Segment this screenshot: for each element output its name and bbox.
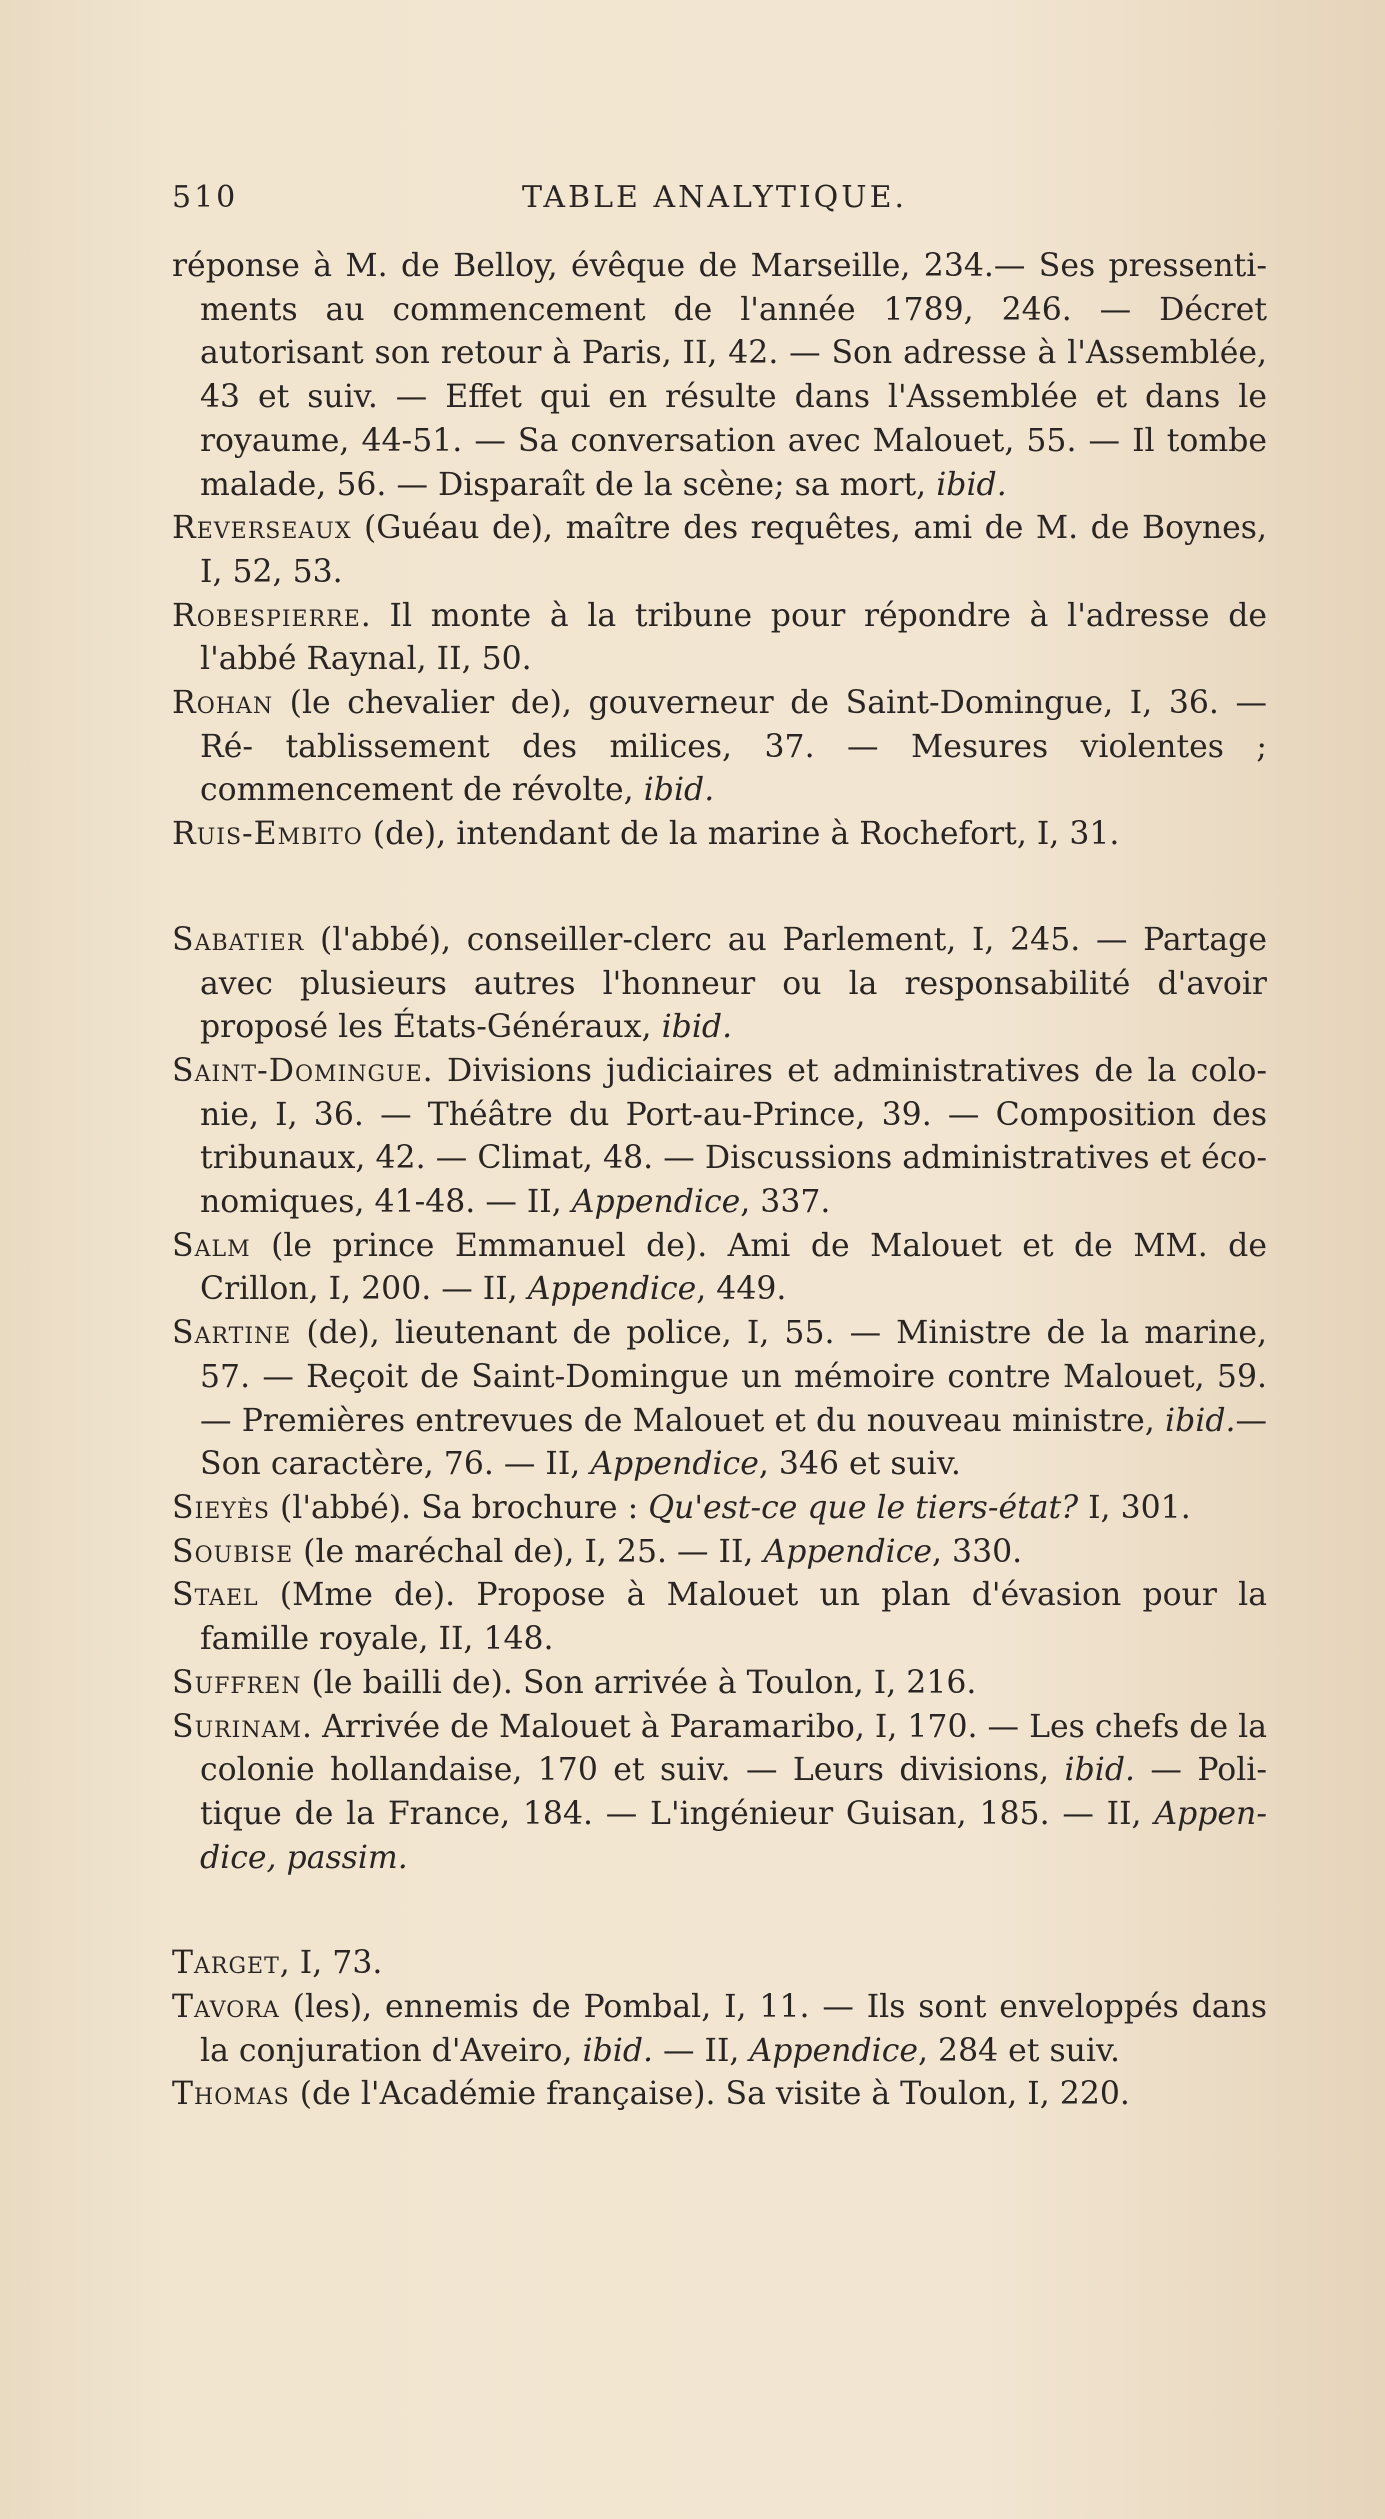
index-entries	[172, 245, 1267, 2117]
index-entry	[172, 1312, 1267, 1487]
entry-headword: Salm	[172, 1227, 251, 1264]
entry-text: (les), ennemis de Pombal, I, 11. — Ils sont enveloppés dans la conjuration d'Aveiro,	[200, 1989, 1267, 2069]
index-entry	[172, 1531, 1267, 1575]
entry-headword: Target	[172, 1945, 280, 1982]
entry-italic-text: ibid.	[643, 772, 715, 809]
index-entry	[172, 595, 1267, 682]
entry-text: (Mme de). Propose à Malouet un plan d'évasion pour la famille royale, II, 148.	[200, 1577, 1267, 1658]
entry-text: — Poli- tique de la France, 184. — L'ingénieur Guisan, 185. — II,	[200, 1752, 1268, 1832]
index-entry	[172, 813, 1267, 857]
index-entry	[172, 1706, 1267, 1881]
entry-headword: Suffren	[172, 1664, 302, 1701]
entry-headword: Rohan	[172, 685, 274, 722]
entry-headword: Robespierre	[172, 597, 361, 634]
entry-italic-text: ibid.	[582, 2032, 654, 2069]
index-entry	[172, 1942, 1267, 1986]
index-entry	[172, 1050, 1267, 1225]
entry-headword: Sabatier	[172, 921, 305, 958]
entry-italic-text: Appendice	[590, 1446, 759, 1483]
entry-headword: Sartine	[172, 1315, 292, 1352]
entry-headword: Saint-Domingue	[172, 1052, 423, 1089]
entry-text: , 449.	[696, 1271, 787, 1308]
entry-italic-text: ibid.	[936, 466, 1007, 503]
entry-italic-text: Appendice	[527, 1271, 697, 1308]
entry-text: (l'abbé), conseiller-clerc au Parlement, I, 245. — Partage avec plusieurs autres l'honneur ou la responsabilité d'avoir proposé les États-Généraux,	[200, 921, 1267, 1046]
entry-italic-text: Qu'est-ce que le tiers-état?	[648, 1489, 1079, 1526]
entry-headword: Stael	[172, 1577, 259, 1614]
entry-italic-text: ibid.	[661, 1009, 733, 1046]
index-entry	[172, 1487, 1267, 1531]
entry-text: (de l'Académie française). Sa visite à Toulon, I, 220.	[289, 2076, 1130, 2113]
page-header	[172, 180, 1262, 230]
entry-italic-text: Appendice	[749, 2032, 918, 2069]
entry-headword: Soubise	[172, 1533, 294, 1570]
entry-text: réponse à M. de Belloy, évêque de Marseille, 234.— Ses pressenti- ments au commencement de l'année 1789, 246. — Décret autorisant son retour à Paris, II, 42. — Son adresse à l'Assemblée, 43 et suiv. — Effet qui en résulte dans l'Assemblée et dans le royaume, 44-51. — Sa conversation avec Malouet, 55. — Il tombe malade, 56. — Disparaît de la scène; sa mort,	[172, 248, 1267, 503]
entry-text: , 346 et suiv.	[758, 1446, 961, 1483]
index-entry	[172, 1662, 1267, 1706]
entry-headword: Thomas	[172, 2076, 290, 2113]
entry-italic-text: ibid.	[1165, 1402, 1236, 1439]
entry-italic-text: Appendice	[763, 1533, 932, 1570]
entry-text: (le chevalier de), gouverneur de Saint-Domingue, I, 36. — Ré- tablissement des milices, 37. — Mesures violentes ; commencement de révolte,	[200, 685, 1267, 809]
entry-headword: Tavora	[172, 1989, 280, 2026]
entry-text: . Divisions judiciaires et administratives de la colo- nie, I, 36. — Théâtre du Port-au-Prince, 39. — Composition des tribunaux, 42. — Climat, 48. — Discussions administratives et éco- nomiques, 41-48. — II,	[200, 1052, 1267, 1221]
entry-text: , 330.	[932, 1533, 1023, 1570]
entry-text: , 284 et suiv.	[918, 2032, 1121, 2069]
entry-text: , 337.	[740, 1184, 831, 1221]
entry-text: (le prince Emmanuel de). Ami de Malouet et de MM. de Crillon, I, 200. — II,	[200, 1227, 1267, 1308]
index-entry	[172, 682, 1267, 813]
entry-text: I, 301.	[1078, 1489, 1191, 1526]
entry-text: (de), intendant de la marine à Rochefort, I, 31.	[362, 816, 1120, 853]
entry-text: . Arrivée de Malouet à Paramaribo, I, 170. — Les chefs de la colonie hollandaise, 170 et suiv. — Leurs divisions,	[200, 1708, 1267, 1789]
entry-text: . Il monte à la tribune pour répondre à l'adresse de l'abbé Raynal, II, 50.	[200, 597, 1267, 678]
entry-text: (le bailli de). Son arrivée à Toulon, I, 216.	[301, 1664, 977, 1701]
entry-text: , I, 73.	[279, 1945, 383, 1982]
entry-headword: Sieyès	[172, 1489, 270, 1526]
entry-italic-text: Appendice	[571, 1184, 741, 1221]
entry-text: — Son caractère, 76. — II,	[200, 1402, 1267, 1483]
index-entry	[172, 1225, 1267, 1312]
entry-text: (l'abbé). Sa brochure :	[269, 1489, 649, 1526]
entry-text: (Guéau de), maître des requêtes, ami de M. de Boynes, I, 52, 53.	[200, 510, 1267, 590]
index-entry	[172, 2073, 1267, 2117]
entry-text: (de), lieutenant de police, I, 55. — Ministre de la marine, 57. — Reçoit de Saint-Domingue un mémoire contre Malouet, 59. — Premières entrevues de Malouet et du nouveau ministre,	[200, 1315, 1267, 1439]
index-entry	[172, 919, 1267, 1050]
entry-headword: Surinam	[172, 1708, 303, 1745]
entry-text: — II,	[653, 2032, 750, 2069]
index-entry	[172, 245, 1267, 507]
entry-italic-text: ibid.	[1064, 1752, 1136, 1789]
index-entry	[172, 1986, 1267, 2073]
running-title: TABLE ANALYTIQUE.	[522, 180, 907, 215]
index-entry	[172, 1574, 1267, 1661]
entry-headword: Reverseaux	[172, 510, 352, 547]
entry-headword: Ruis-Embito	[172, 816, 363, 853]
index-entry	[172, 507, 1267, 594]
entry-text: (le maréchal de), I, 25. — II,	[293, 1533, 764, 1570]
entry-italic-text: Appen- dice, passim.	[200, 1795, 1267, 1876]
page-number: 510	[172, 180, 239, 215]
